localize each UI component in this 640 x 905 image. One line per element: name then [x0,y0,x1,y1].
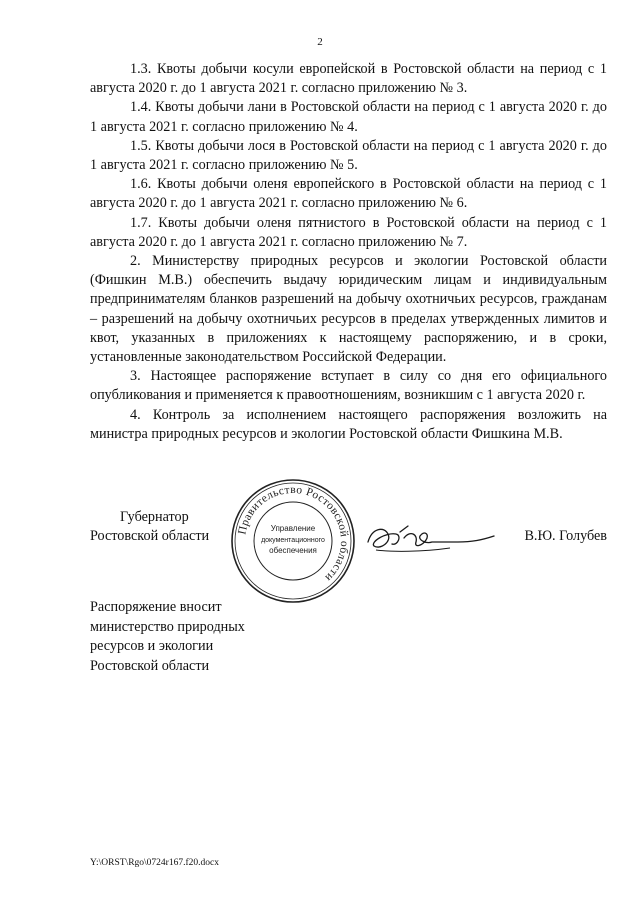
official-seal [230,478,356,604]
submitted-by-line-3: ресурсов и экологии [90,638,214,655]
paragraph-3: 3. Настоящее распоряжение вступает в силу со дня его официального опубликования и применяется к правоотношениям, возникшим с 1 августа 2020 г. [90,368,607,404]
submitted-by-note [90,598,290,676]
document-body [90,60,607,444]
governor-title-line-1: Губернатор [120,509,189,525]
paragraph-1-3: 1.3. Квоты добычи косули европейской в Ростовской области на период с 1 августа 2020 г. до 1 августа 2021 г. согласно приложению № 3. [90,61,607,97]
governor-name: В.Ю. Голубев [524,528,607,544]
paragraph-1-6: 1.6. Квоты добычи оленя европейского в Ростовской области на период с 1 августа 2020 г. до 1 августа 2021 г. согласно приложению № 6. [90,176,607,212]
submitted-by-line-2: министерство природных [90,618,245,635]
seal-inner-line-2: документационного [261,537,325,544]
file-path-footer: Y:\ORST\Rgo\0724r167.f20.docx [90,858,219,868]
paragraph-2: 2. Министерству природных ресурсов и экологии Ростовской области (Фишкин М.В.) обеспечить выдачу юридическим лицам и индивидуальным предпринимателям бланков разрешений на добычу охотничьих ресурсов, гражданам – разрешений на добычу охотничьих ресурсов в пределах утвержденных лимитов и квот, указанных в приложениях к настоящему распоряжению, и в сроки, установленные законодательством Российской Федерации. [90,253,607,366]
page-number: 2 [317,36,323,48]
seal-inner-line-3: обеспечения [269,546,317,555]
governor-title [90,508,218,546]
paragraph-1-4: 1.4. Квоты добычи лани в Ростовской области на период с 1 августа 2020 г. до 1 августа 2021 г. согласно приложению № 4. [90,99,607,135]
paragraph-1-7: 1.7. Квоты добычи оленя пятнистого в Ростовской области на период с 1 августа 2020 г. до 1 августа 2021 г. согласно приложению № 7. [90,214,607,250]
paragraph-1-5: 1.5. Квоты добычи лося в Ростовской области на период с 1 августа 2020 г. до 1 августа 2021 г. согласно приложению № 5. [90,137,607,174]
paragraph-4: 4. Контроль за исполнением настоящего распоряжения возложить на министра природных ресурсов и экологии Ростовской области Фишкина М.В. [90,406,607,442]
governor-title-line-2: Ростовской области [90,528,210,545]
seal-outer-text: Правительство Ростовской области [236,483,351,584]
seal-inner-line-1: Управление [270,524,316,533]
submitted-by-line-1: Распоряжение вносит [90,599,222,615]
submitted-by-line-4: Ростовской области [90,657,210,674]
handwritten-signature [362,516,502,558]
